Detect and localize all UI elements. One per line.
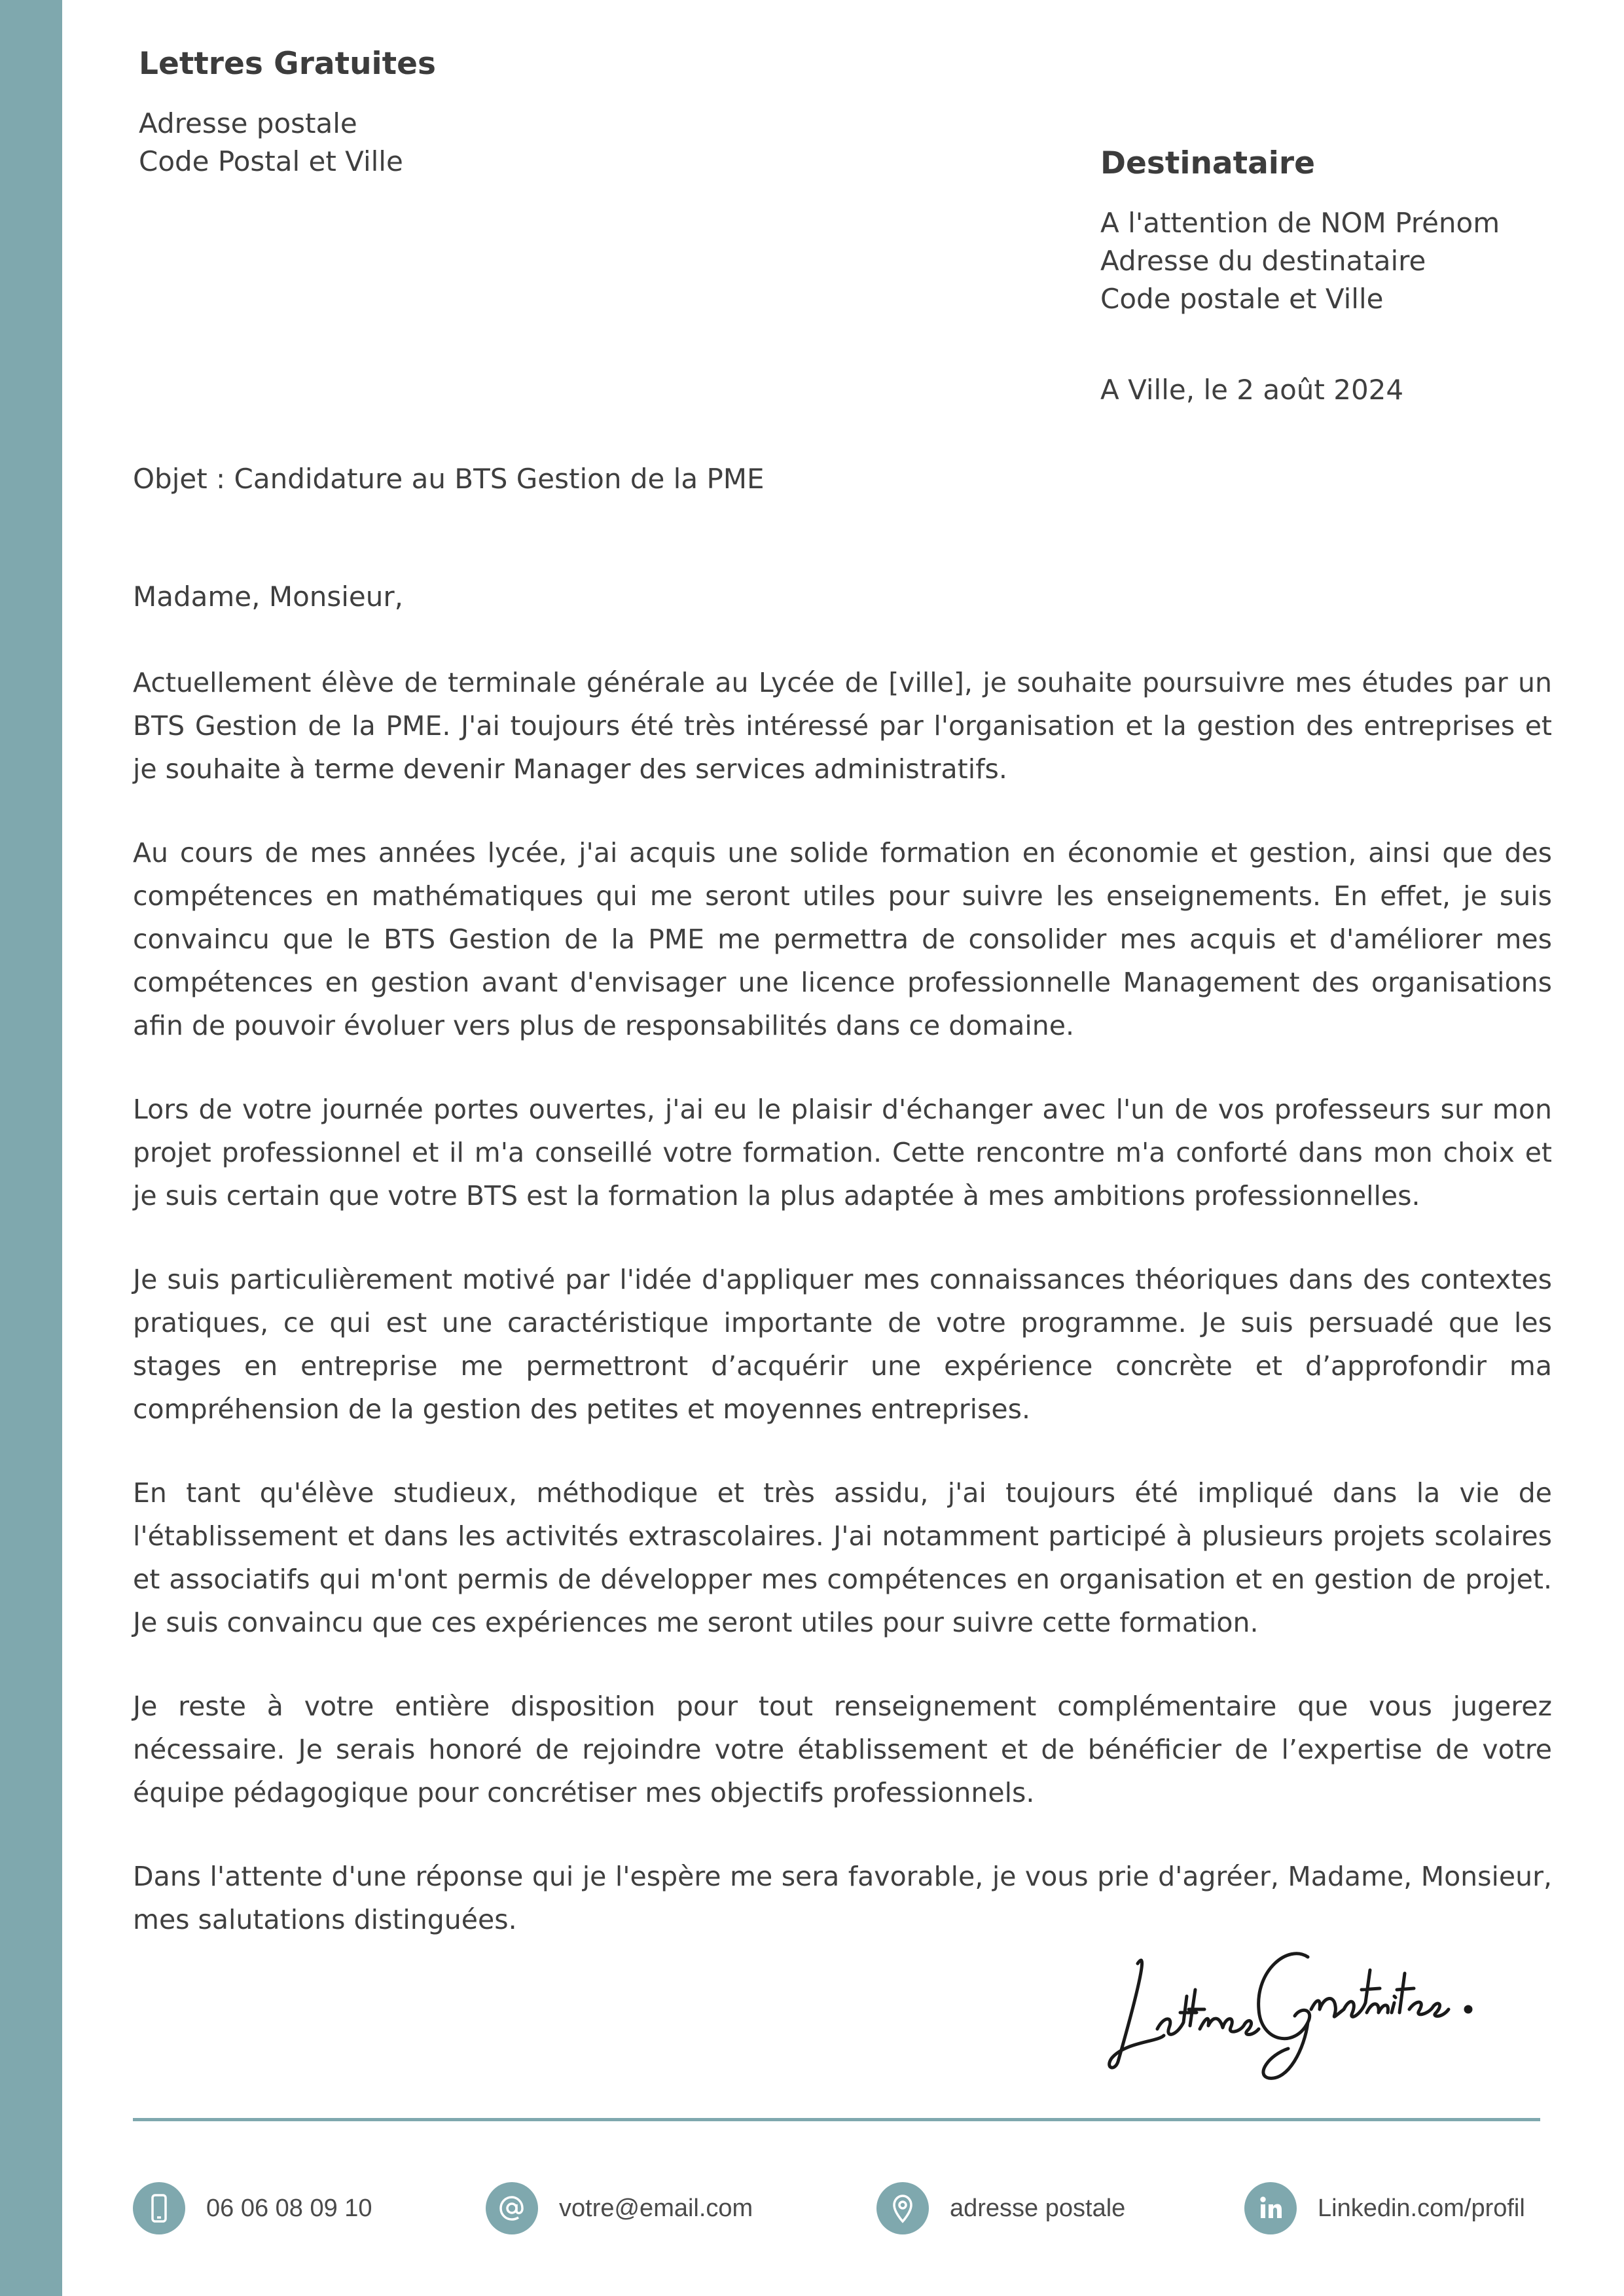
footer-phone-text: 06 06 08 09 10 [206, 2194, 372, 2222]
location-pin-icon [876, 2182, 929, 2234]
footer-email-text: votre@email.com [559, 2194, 753, 2222]
linkedin-icon [1244, 2182, 1297, 2234]
footer-divider [133, 2118, 1540, 2121]
body-paragraph: Je reste à votre entière disposition pour tout renseignement complémentaire que vous jugerez nécessaire. Je serais honoré de rejoindre votre établissement et de bénéficier de l’expertise de votre équipe pédagogique pour concrétiser mes objectifs professionnels. [133, 1691, 1552, 1808]
recipient-address: Adresse du destinataire [1100, 245, 1426, 278]
recipient-title: Destinataire [1100, 145, 1315, 181]
sender-name: Lettres Gratuites [139, 46, 436, 82]
footer-address [876, 2182, 1125, 2234]
body-paragraph: Lors de votre journée portes ouvertes, j'ai eu le plaisir d'échanger avec l'un de vos professeurs sur mon projet professionnel et il m'a conseillé votre formation. Cette rencontre m'a conforté dans mon choix et je suis certain que votre BTS est la formation la plus adaptée à mes ambitions professionnelles. [133, 1094, 1552, 1211]
body-paragraph: Actuellement élève de terminale générale au Lycée de [ville], je souhaite poursuivre mes études par un BTS Gestion de la PME. J'ai toujours été très intéressé par l'organisation et la gestion des entreprises et je souhaite à terme devenir Manager des services administratifs. [133, 667, 1552, 785]
footer-address-text: adresse postale [950, 2194, 1126, 2222]
recipient-city: Code postale et Ville [1100, 283, 1384, 315]
letter-date: A Ville, le 2 août 2024 [1100, 374, 1404, 406]
accent-sidebar [0, 0, 62, 2296]
letter-body [133, 661, 1552, 1982]
signature [1092, 1918, 1485, 2088]
footer-linkedin [1244, 2182, 1525, 2234]
at-icon [486, 2182, 538, 2234]
body-paragraph: Je suis particulièrement motivé par l'idée d'appliquer mes connaissances théoriques dans des contextes pratiques, ce qui est une caractéristique importante de votre programme. Je suis persuadé que les stages en entreprise me permettront d’acquérir une expérience concrète et d’approfondir ma compréhension de la gestion des petites et moyennes entreprises. [133, 1264, 1552, 1425]
footer-email [486, 2182, 753, 2234]
sender-address: Adresse postale [139, 107, 357, 140]
sender-block [139, 46, 436, 181]
body-paragraph: En tant qu'élève studieux, méthodique et très assidu, j'ai toujours été impliqué dans la vie de l'établissement et dans les activités extrascolaires. J'ai notamment participé à plusieurs projets scolaires et associatifs qui m'ont permis de développer mes compétences en organisation et en gestion de projet. Je suis convaincu que ces expériences me seront utiles pour suivre cette formation. [133, 1477, 1552, 1638]
body-paragraph: Dans l'attente d'une réponse qui je l'espère me sera favorable, je vous prie d'agréer, Madame, Monsieur, mes salutations distinguées. [133, 1861, 1552, 1935]
footer-linkedin-text: Linkedin.com/profil [1318, 2194, 1525, 2222]
letter-subject: Objet : Candidature au BTS Gestion de la PME [133, 463, 765, 495]
recipient-block [1100, 145, 1500, 318]
sender-city: Code Postal et Ville [139, 145, 403, 178]
phone-icon [133, 2182, 185, 2234]
body-paragraph: Au cours de mes années lycée, j'ai acquis une solide formation en économie et gestion, ainsi que des compétences en mathématiques qui me seront utiles pour suivre les enseignements. En effet, je suis convaincu que le BTS Gestion de la PME me permettra de consolider mes acquis et d'améliorer mes compétences en gestion avant d'envisager une licence professionnelle Management des organisations afin de pouvoir évoluer vers plus de responsabilités dans ce domaine. [133, 837, 1552, 1041]
recipient-attention: A l'attention de NOM Prénom [1100, 207, 1500, 240]
letter-salutation: Madame, Monsieur, [133, 581, 404, 613]
footer-phone [133, 2182, 372, 2234]
